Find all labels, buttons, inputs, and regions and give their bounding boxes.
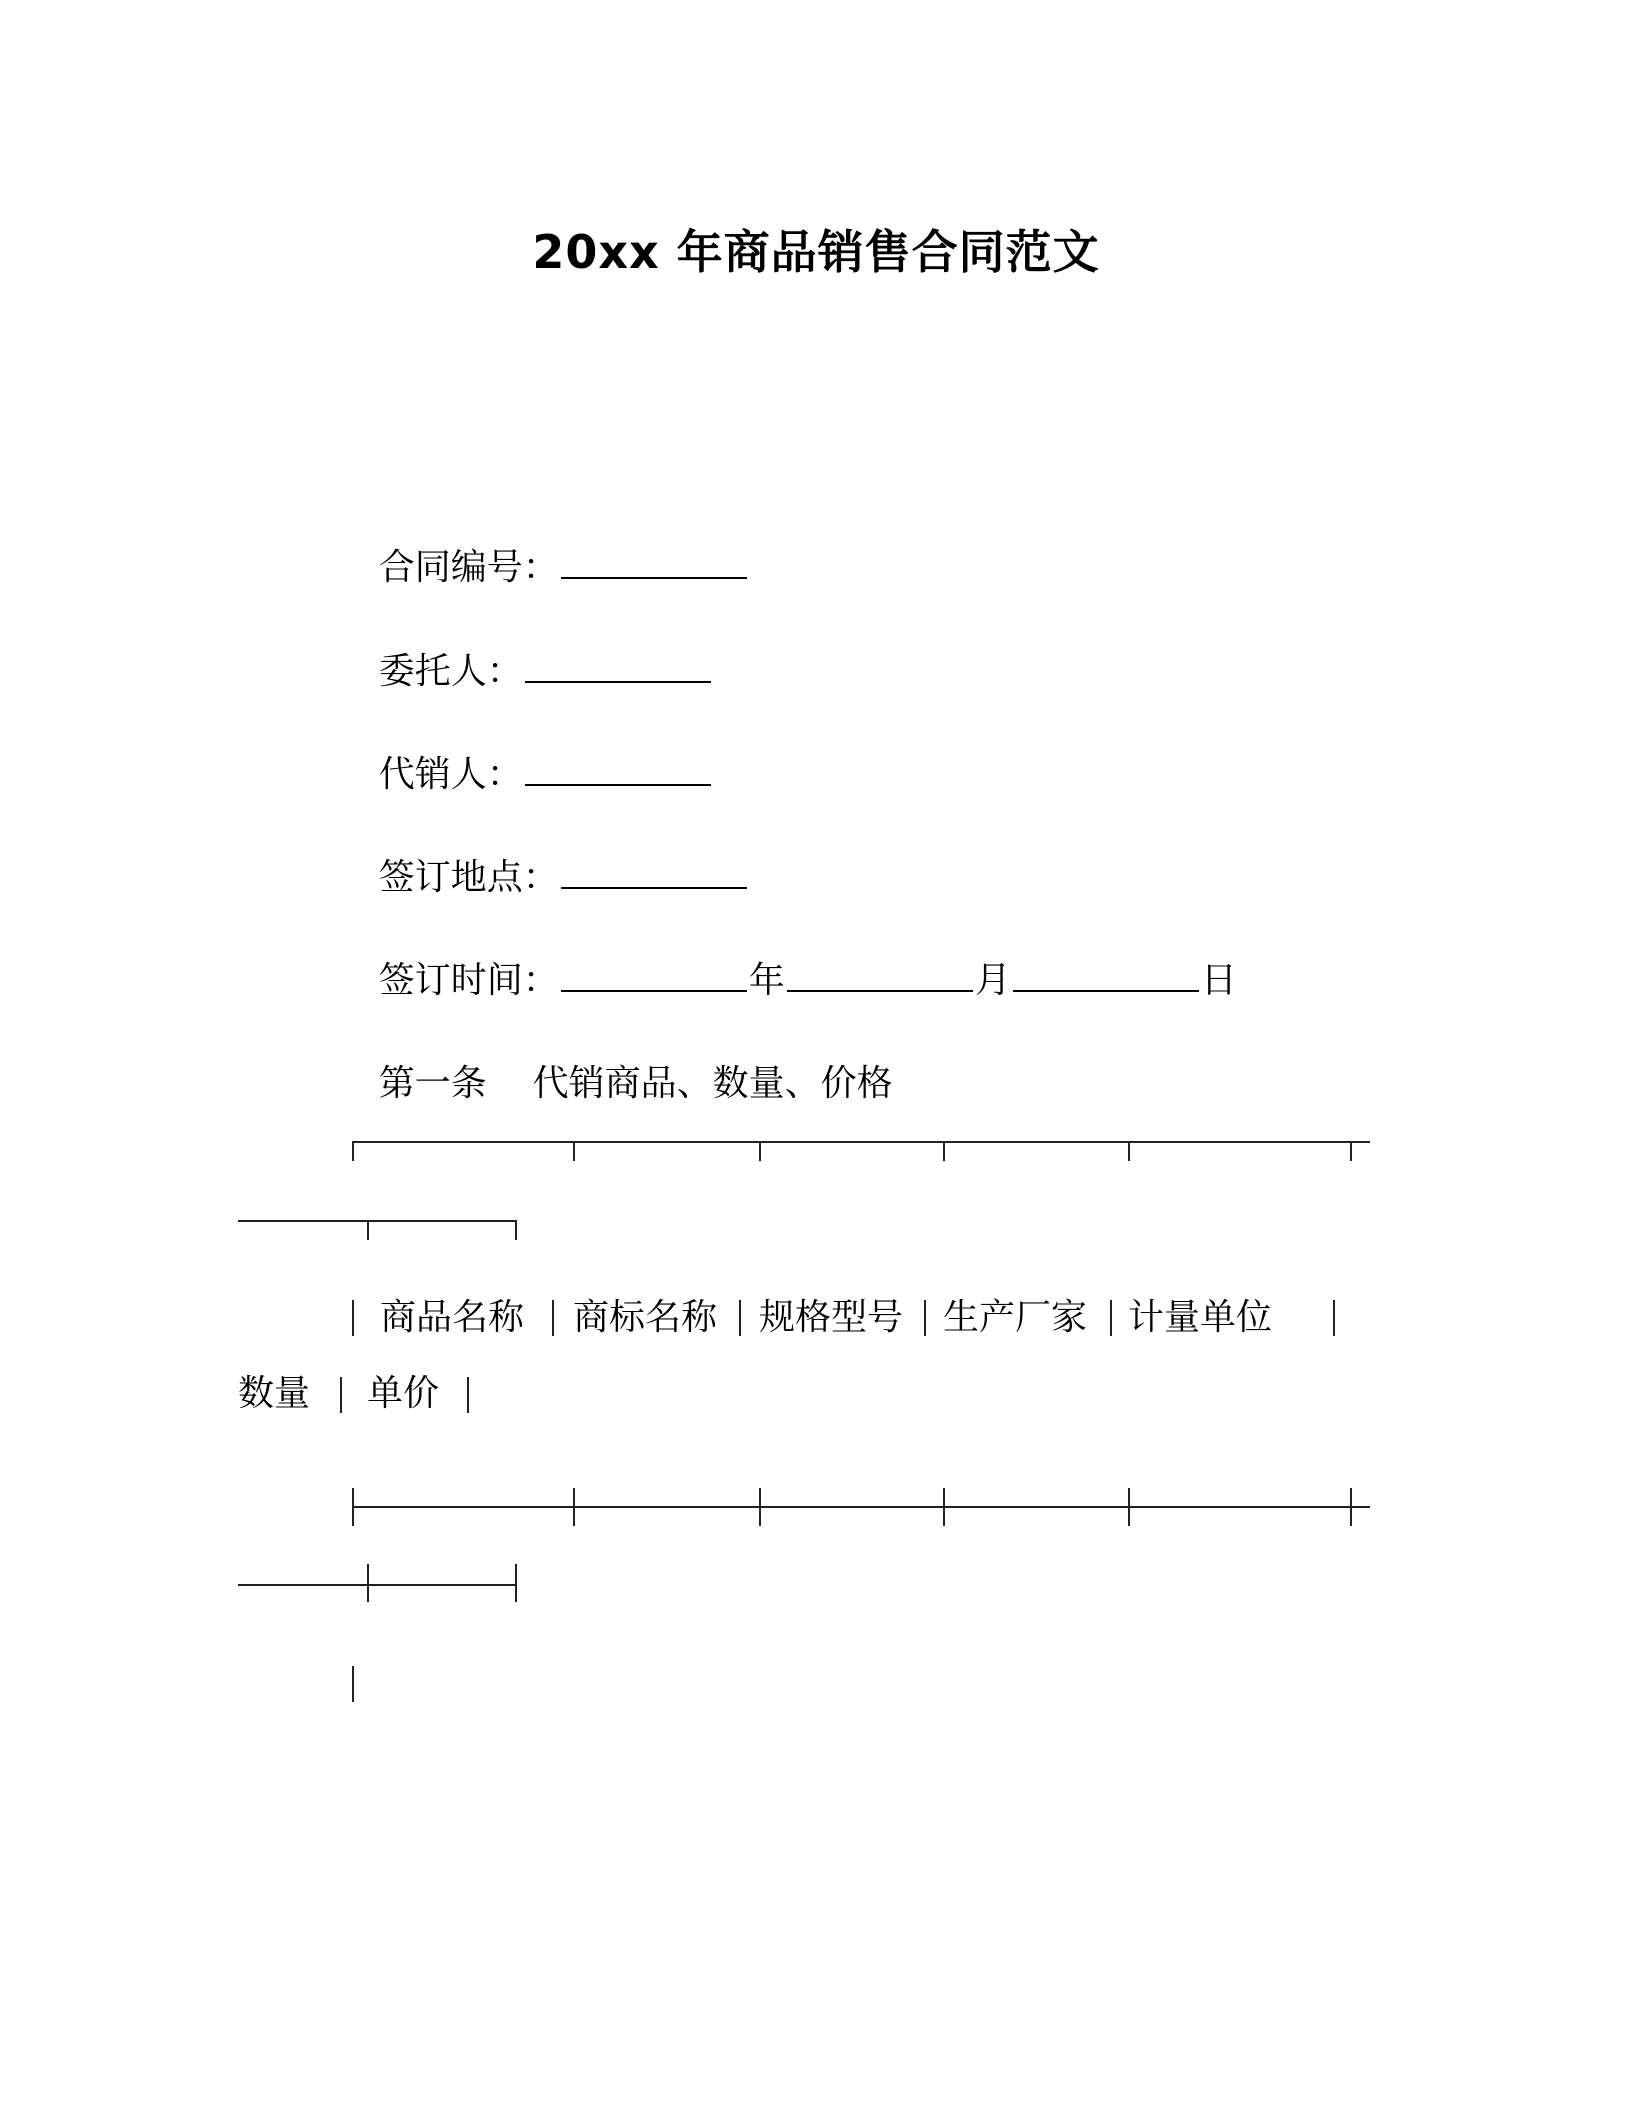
article-number: 第一条 [378, 1063, 487, 1104]
article-title: 代销商品、数量、价格 [532, 1063, 893, 1104]
contract-number-blank[interactable] [561, 547, 747, 579]
principal-blank[interactable] [525, 651, 711, 683]
header-unit: 计量单位 [1128, 1297, 1273, 1338]
field-label: 签订地点： [378, 857, 559, 898]
field-label: 签订时间： [378, 960, 559, 1001]
field-label: 代销人： [378, 754, 523, 795]
header-product-name: 商品名称 [380, 1297, 525, 1338]
month-label: 月 [974, 960, 1011, 1001]
day-blank[interactable] [1013, 960, 1199, 992]
agent-blank[interactable] [525, 754, 711, 786]
header-manufacturer: 生产厂家 [943, 1297, 1088, 1338]
field-label: 合同编号： [378, 547, 559, 588]
year-label: 年 [748, 960, 785, 1001]
signing-place-blank[interactable] [561, 857, 747, 889]
day-label: 日 [1200, 960, 1237, 1001]
year-blank[interactable] [561, 960, 747, 992]
header-brand-name: 商标名称 [573, 1297, 718, 1338]
document-title: 20xx 年商品销售合同范文 [532, 225, 1100, 279]
header-quantity: 数量 [238, 1373, 311, 1414]
header-spec-model: 规格型号 [759, 1297, 904, 1338]
article-1-heading [333, 1012, 893, 1156]
month-blank[interactable] [787, 960, 973, 992]
field-label: 委托人： [378, 651, 523, 692]
header-unit-price: 单价 [367, 1373, 440, 1414]
